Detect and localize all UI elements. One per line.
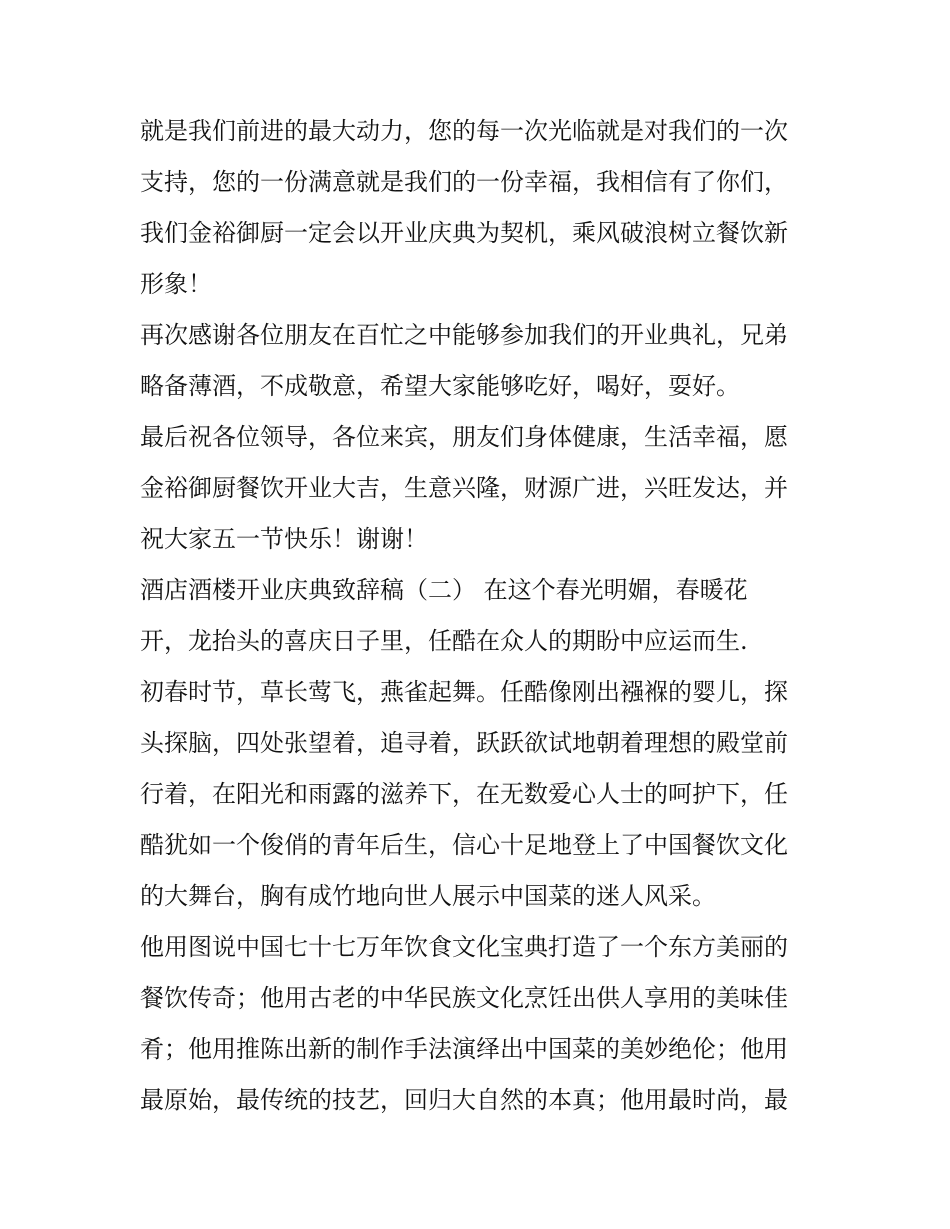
body-text bbox=[140, 106, 820, 1126]
text-line: 肴；他用推陈出新的制作手法演绎出中国菜的美妙绝伦；他用 bbox=[140, 1035, 788, 1063]
text-line: 他用图说中国七十七万年饮食文化宝典打造了一个东方美丽的 bbox=[140, 933, 788, 961]
text-line: 初春时节，草长莺飞，燕雀起舞。任酷像刚出襁褓的婴儿，探 bbox=[140, 678, 788, 706]
text-line: 开，龙抬头的喜庆日子里，任酷在众人的期盼中应运而生. bbox=[140, 627, 748, 655]
text-line: 头探脑，四处张望着，追寻着，跃跃欲试地朝着理想的殿堂前 bbox=[140, 729, 788, 757]
text-line: 就是我们前进的最大动力，您的每一次光临就是对我们的一次 bbox=[140, 117, 788, 145]
text-line: 我们金裕御厨一定会以开业庆典为契机，乘风破浪树立餐饮新 bbox=[140, 219, 788, 247]
text-line: 略备薄酒，不成敬意，希望大家能够吃好，喝好，耍好。 bbox=[140, 372, 740, 400]
text-line: 祝大家五一节快乐！谢谢！ bbox=[140, 525, 428, 553]
text-line: 行着，在阳光和雨露的滋养下，在无数爱心人士的呵护下，任 bbox=[140, 780, 788, 808]
text-line: 的大舞台，胸有成竹地向世人展示中国菜的迷人风采。 bbox=[140, 882, 716, 910]
text-line: 最原始，最传统的技艺，回归大自然的本真；他用最时尚，最 bbox=[140, 1086, 788, 1114]
text-line: 形象！ bbox=[140, 270, 212, 298]
text-line: 金裕御厨餐饮开业大吉，生意兴隆，财源广进，兴旺发达，并 bbox=[140, 474, 788, 502]
text-line: 支持，您的一份满意就是我们的一份幸福，我相信有了你们， bbox=[140, 168, 788, 196]
text-line: 再次感谢各位朋友在百忙之中能够参加我们的开业典礼，兄弟 bbox=[140, 321, 788, 349]
text-line: 酷犹如一个俊俏的青年后生，信心十足地登上了中国餐饮文化 bbox=[140, 831, 788, 859]
text-line: 最后祝各位领导，各位来宾，朋友们身体健康，生活幸福，愿 bbox=[140, 423, 788, 451]
text-line: 餐饮传奇；他用古老的中华民族文化烹饪出供人享用的美味佳 bbox=[140, 984, 788, 1012]
text-line: 酒店酒楼开业庆典致辞稿（二） 在这个春光明媚，春暖花 bbox=[140, 576, 748, 604]
